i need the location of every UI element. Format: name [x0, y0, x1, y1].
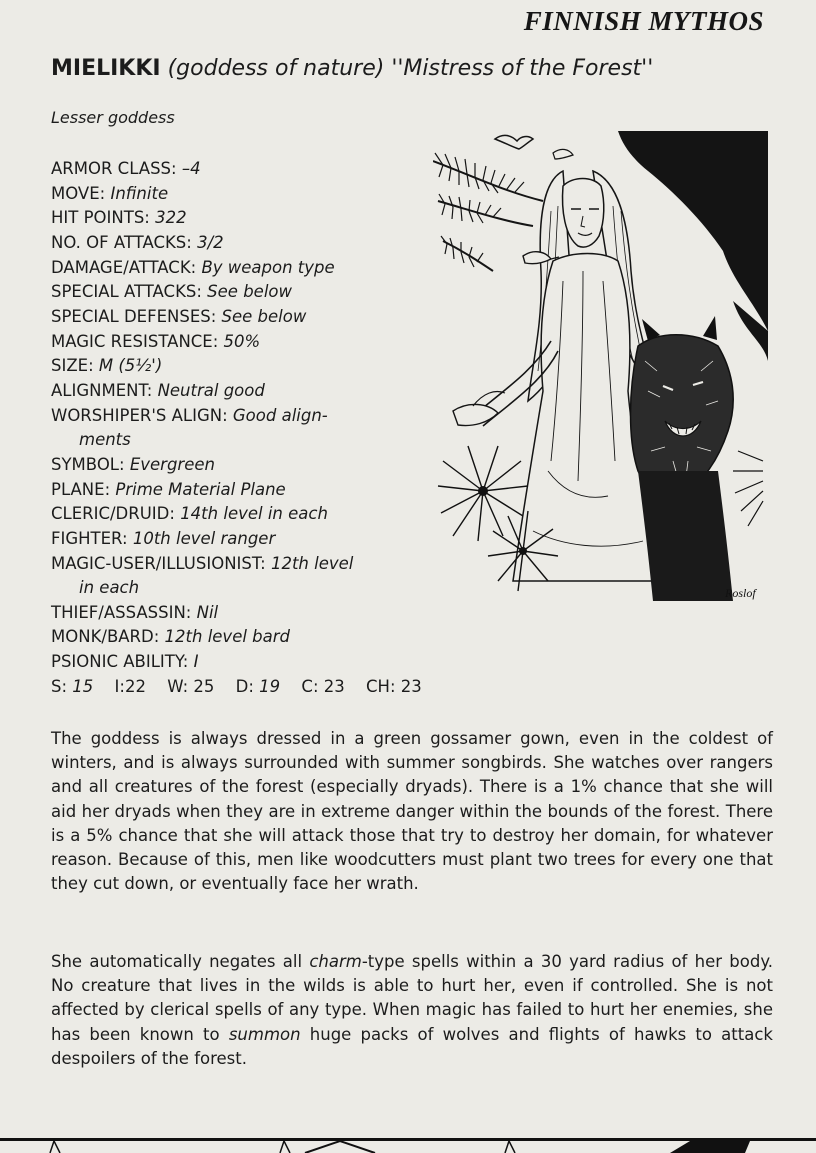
- artist-signature: Roslof: [725, 586, 756, 600]
- stat-magic-user: MAGIC-USER/ILLUSIONIST: 12th level in each: [51, 553, 354, 598]
- score-dexterity: 19: [259, 676, 281, 696]
- decorative-border: [0, 1138, 816, 1153]
- stat-cleric-druid: CLERIC/DRUID: 14th level in each: [51, 504, 328, 524]
- stat-alignment: ALIGNMENT: Neutral good: [51, 380, 265, 400]
- stat-psionic: PSIONIC ABILITY: I: [51, 652, 199, 672]
- stat-attacks: NO. OF ATTACKS: 3/2: [51, 232, 224, 252]
- deity-name: MIELIKKI: [51, 56, 161, 81]
- score-strength: 15: [72, 676, 94, 696]
- mielikki-illustration: [433, 131, 768, 611]
- deity-epithet: (goddess of nature) ''Mistress of the Forest'': [167, 56, 654, 81]
- stat-damage: DAMAGE/ATTACK: By weapon type: [51, 257, 335, 277]
- description-paragraph-1: The goddess is always dressed in a green gossamer gown, even in the coldest of winters, and is always surrounded with summer songbirds. She watches over rangers and all creatures of the forest (especially dryads). There is a 1% chance that she will aid her dryads when they are in extreme danger within the bounds of the forest. There is a 5% chance that she will attack those that try to destroy her domain, for whatever reason. Because of this, men like woodcutters must plant two trees for every one that they cut down, or eventually face her wrath.: [51, 729, 773, 894]
- stat-armor-class: ARMOR CLASS: –4: [51, 159, 201, 178]
- stat-worshipers-align: WORSHIPER'S ALIGN: Good align- ments: [51, 405, 328, 450]
- score-wisdom: 25: [193, 676, 215, 696]
- score-charisma: 23: [400, 676, 422, 696]
- stat-block: [51, 157, 461, 699]
- score-intelligence: 22: [124, 676, 146, 696]
- stat-size: SIZE: M (5½'): [51, 356, 163, 376]
- score-constitution: 23: [323, 676, 345, 696]
- ability-scores: S: 15 I:22 W: 25 D: 19 C: 23 CH: 23: [51, 676, 422, 696]
- page-header: FINNISH MYTHOS: [523, 6, 764, 36]
- stat-fighter: FIGHTER: 10th level ranger: [51, 528, 276, 548]
- description-paragraph-2: She automatically negates all charm-type spells within a 30 yard radius of her body. No creature that lives in the wilds is able to hurt her, even if controlled. She is not affected by clerical spells of any type. When magic has failed to hurt her enemies, she has been known to summon huge packs of wolves and flights of hawks to attack despoilers of the forest.: [51, 952, 773, 1068]
- stat-hit-points: HIT POINTS: 322: [51, 208, 187, 228]
- deity-rank: Lesser goddess: [51, 108, 175, 127]
- stat-monk-bard: MONK/BARD: 12th level bard: [51, 627, 291, 647]
- stat-thief-assassin: THIEF/ASSASSIN: Nil: [51, 602, 219, 622]
- stat-move: MOVE: Infinite: [51, 183, 169, 203]
- stat-magic-resistance: MAGIC RESISTANCE: 50%: [51, 331, 261, 351]
- entry-title: [51, 56, 791, 81]
- stat-special-defenses: SPECIAL DEFENSES: See below: [51, 306, 307, 326]
- stat-plane: PLANE: Prime Material Plane: [51, 479, 286, 499]
- stat-symbol: SYMBOL: Evergreen: [51, 454, 215, 474]
- stat-special-attacks: SPECIAL ATTACKS: See below: [51, 282, 292, 302]
